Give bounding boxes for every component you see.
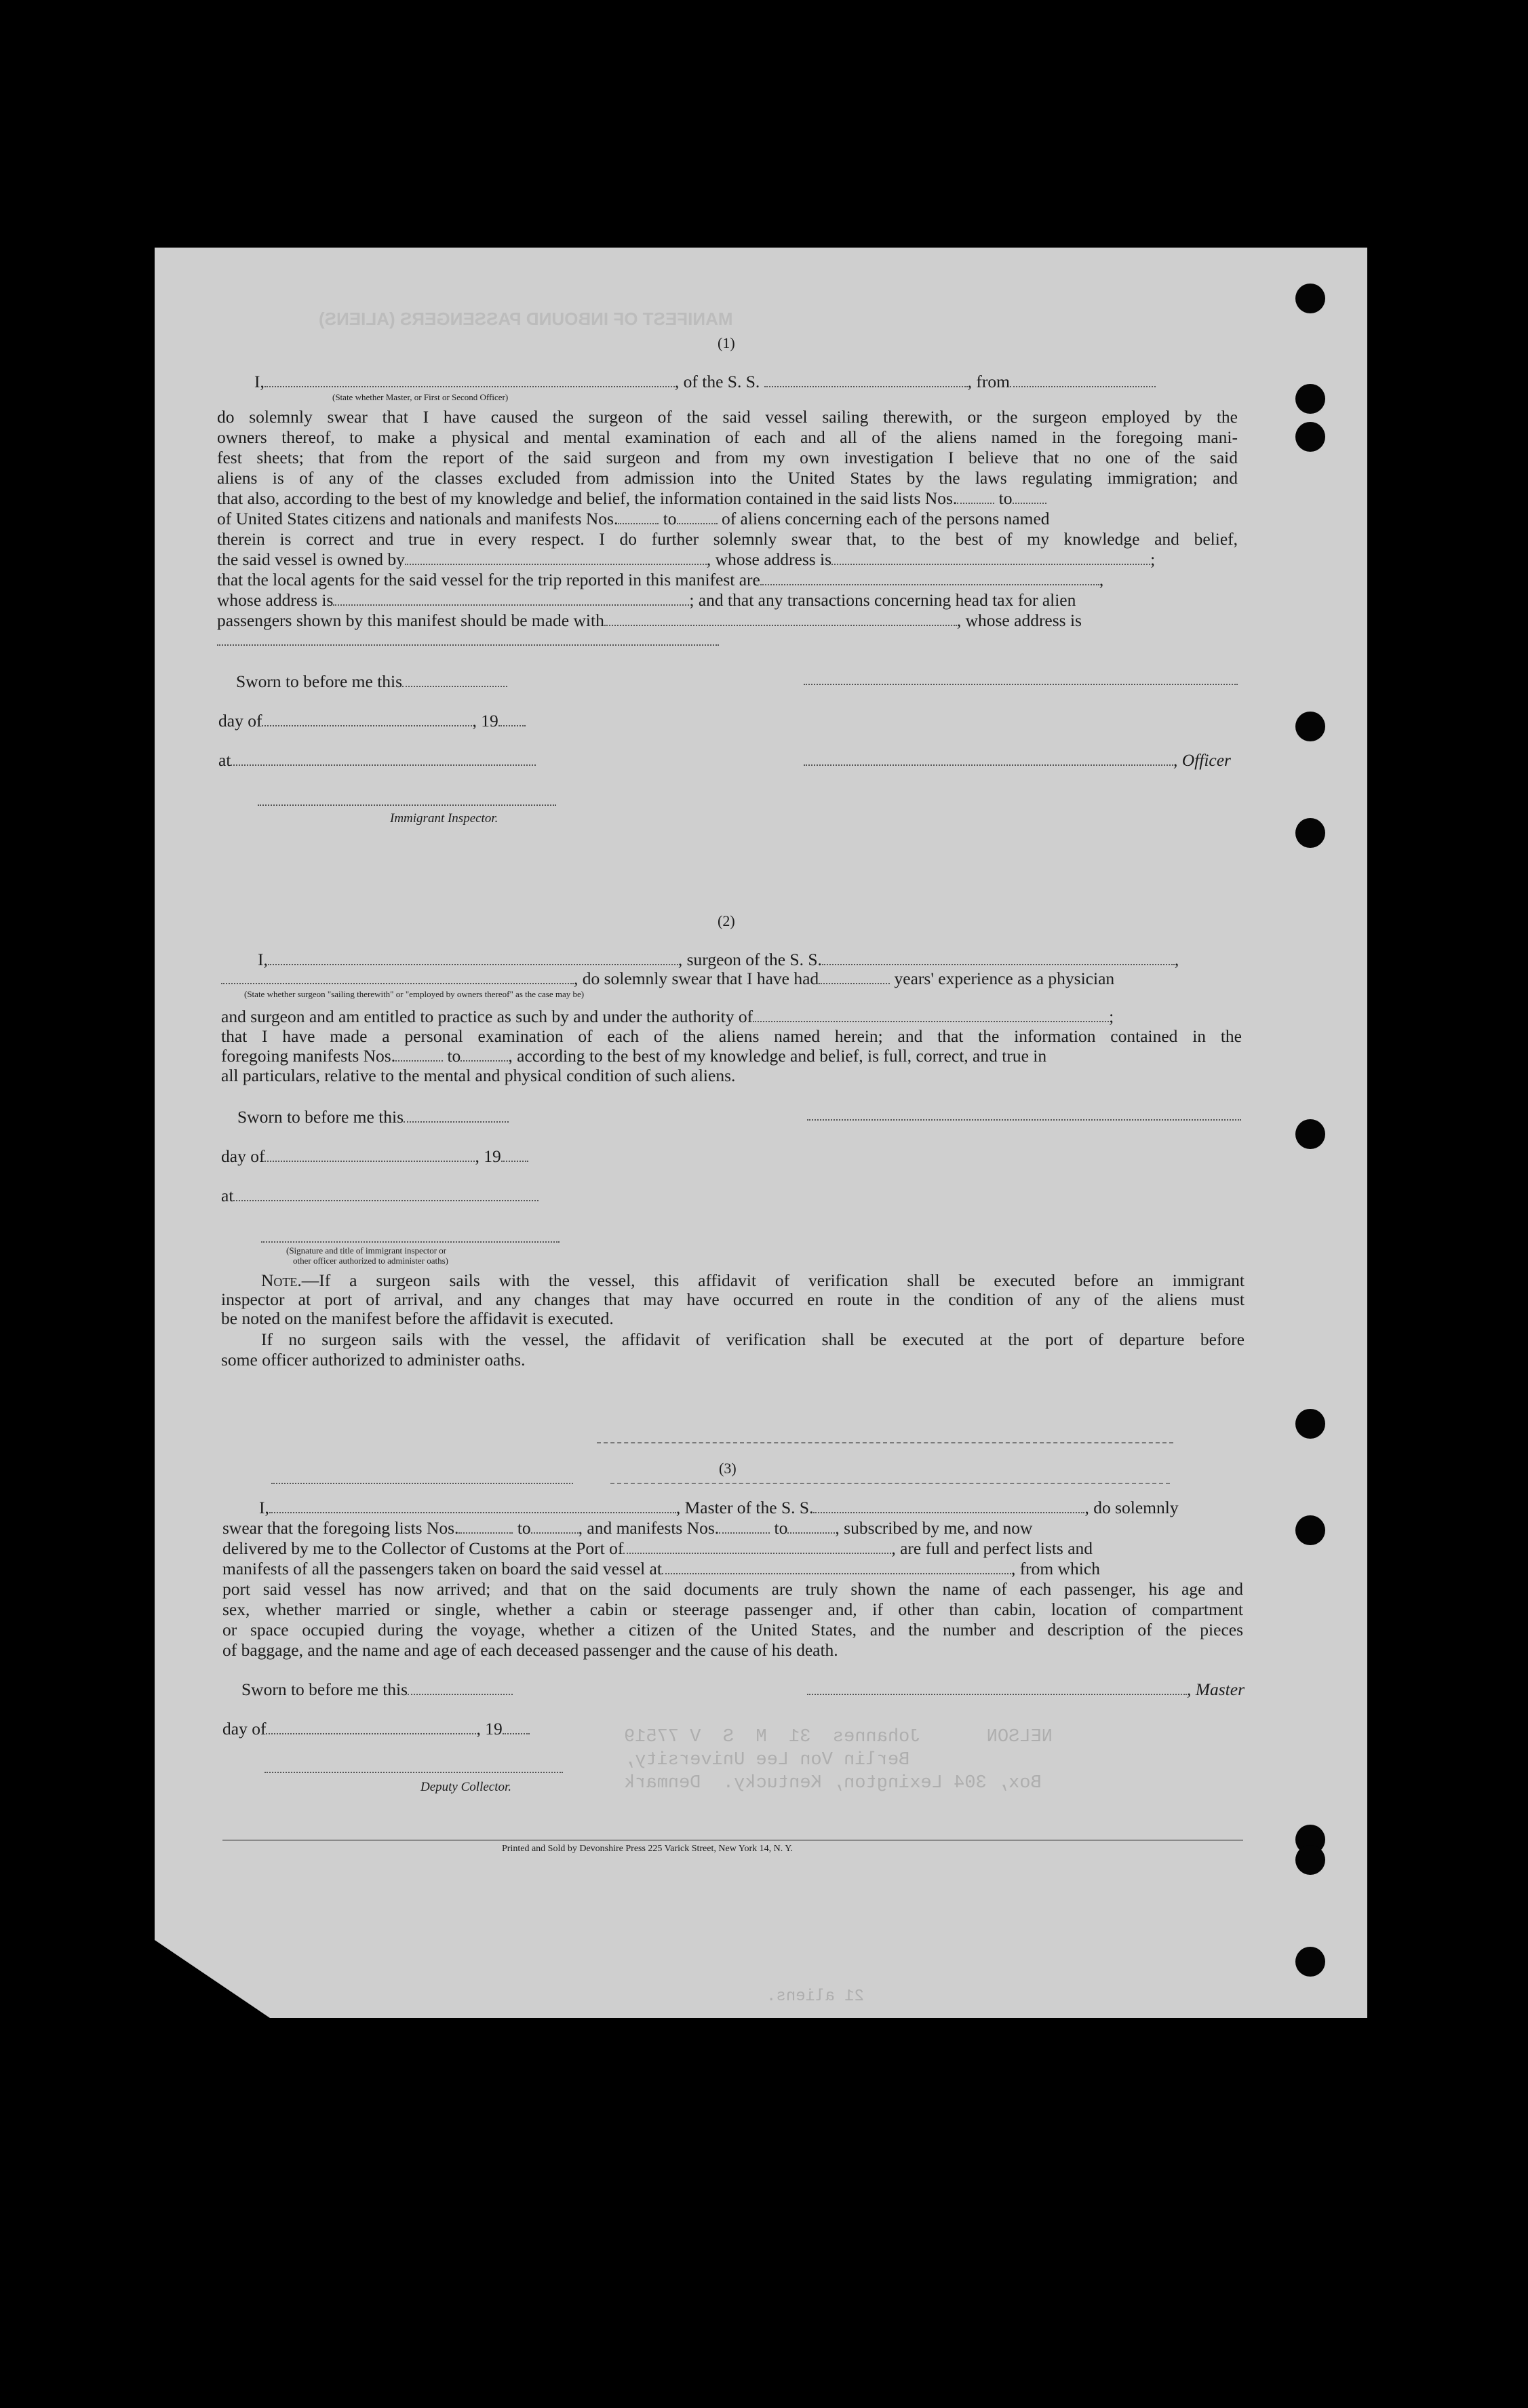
at-line: at — [218, 750, 536, 771]
address-line — [217, 644, 719, 646]
note-line: If no surgeon sails with the vessel, the affidavit of verification shall be executed at the port of departure before — [261, 1329, 1245, 1349]
oath-body-line: aliens is of any of the classes excluded from admission into the United States by the laws regulating immigration; and — [217, 468, 1238, 488]
oath-body-line: swear that the foregoing lists Nos. to , and manifests Nos. to , subscribed by me, and now — [222, 1518, 1033, 1538]
punch-hole — [1295, 1515, 1325, 1545]
sworn-line: Sworn to before me this — [236, 672, 507, 692]
section-number: (3) — [719, 1460, 737, 1477]
punch-hole — [1295, 422, 1325, 452]
oath-body-line: all particulars, relative to the mental and physical condition of such aliens. — [221, 1066, 736, 1085]
oath-line: I, , of the S. S. , from — [254, 372, 1156, 392]
day-line: day of , 19 — [222, 1719, 530, 1739]
section-number: (2) — [718, 912, 735, 929]
collector-label: Deputy Collector. — [420, 1780, 512, 1794]
oath-body-line: delivered by me to the Collector of Customs at the Port of , are full and perfect lists and — [222, 1538, 1093, 1558]
note-line: be noted on the manifest before the affidavit is executed. — [221, 1308, 614, 1328]
signature-caption: (Signature and title of immigrant inspector or — [286, 1245, 447, 1256]
punch-hole — [1295, 712, 1325, 741]
oath-body-line: that I have made a personal examination of each of the aliens named herein; and that the information contained in the — [221, 1026, 1242, 1046]
section-number: (1) — [718, 334, 735, 351]
oath-body-line: whose address is ; and that any transactions concerning head tax for alien — [217, 590, 1076, 610]
oath-body-line: of United States citizens and nationals and manifests Nos. to of aliens concerning each of the persons named — [217, 509, 1050, 528]
day-line: day of , 19 — [221, 1146, 528, 1167]
bleed-through-header: MANIFEST OF INBOUND PASSENGERS (ALIENS) — [319, 309, 733, 329]
note-line: inspector at port of arrival, and any changes that may have occurred en route in the condition of any of the aliens must — [221, 1289, 1245, 1309]
oath-body-line: that the local agents for the said vessel for the trip reported in this manifest are , — [217, 570, 1104, 589]
field-caption: (State whether surgeon "sailing therewith" or "employed by owners thereof" as the case may be) — [244, 989, 585, 999]
oath-body-line: do solemnly swear that I have caused the surgeon of the said vessel sailing therewith, or the surgeon employed by the — [217, 407, 1238, 427]
punch-hole — [1295, 284, 1325, 313]
oath-body-line: port said vessel has now arrived; and that on the said documents are truly shown the name of each passenger, his age and — [222, 1579, 1243, 1599]
oath-body-line: fest sheets; that from the report of the said surgeon and from my own investigation I believe that no one of the said — [217, 448, 1238, 467]
signature-line — [807, 1119, 1241, 1121]
oath-body-line: of baggage, and the name and age of each deceased passenger and the cause of his death. — [222, 1640, 838, 1660]
field-caption: (State whether Master, or First or Second Officer) — [332, 392, 509, 402]
bleed-through-text: Berlin Von Lee University, — [624, 1750, 932, 1770]
oath-body-line: owners thereof, to make a physical and mental examination of each and all of the aliens named in the foregoing mani- — [217, 427, 1238, 447]
note-line: some officer authorized to administer oaths. — [221, 1350, 526, 1370]
bleed-through-text: Box, 304 Lexington, Kentucky. Denmark — [624, 1773, 1042, 1793]
punch-hole — [1295, 818, 1325, 848]
punch-hole — [1295, 1947, 1325, 1977]
section-divider — [597, 1442, 1173, 1443]
oath-body-line: the said vessel is owned by , whose address is ; — [217, 549, 1156, 569]
oath-line: , do solemnly swear that I have had years' experience as a physician — [221, 969, 1114, 989]
bleed-through-count: 21 aliens. — [766, 1987, 865, 2006]
punch-hole — [1295, 384, 1325, 414]
officer-line: , Officer — [804, 750, 1231, 771]
at-line: at — [221, 1186, 538, 1206]
punch-hole — [1295, 1119, 1325, 1149]
signature-line — [265, 1772, 563, 1773]
punch-hole — [1295, 1409, 1325, 1439]
oath-body-line: or space occupied during the voyage, whether a citizen of the United States, and the number and description of the pieces — [222, 1620, 1243, 1639]
stray-marks — [271, 1483, 573, 1484]
oath-line: I, , Master of the S. S. , do solemnly — [259, 1498, 1179, 1517]
oath-body-line: sex, whether married or single, whether a cabin or steerage passenger and, if other than cabin, location of compartment — [222, 1599, 1243, 1619]
signature-caption: other officer authorized to administer oaths) — [293, 1256, 448, 1266]
oath-body-line: therein is correct and true in every respect. I do further solemnly swear that, to the best of my knowledge and belief, — [217, 529, 1238, 549]
oath-body-line: passengers shown by this manifest should be made with , whose address is — [217, 610, 1082, 630]
day-line: day of , 19 — [218, 711, 526, 731]
punch-hole — [1295, 1845, 1325, 1875]
sworn-line: Sworn to before me this — [237, 1107, 509, 1127]
oath-body-line: and surgeon and am entitled to practice as such by and under the authority of ; — [221, 1007, 1114, 1026]
inspector-label: Immigrant Inspector. — [390, 811, 498, 826]
bleed-through-text: NELSON Johannes 31 M S V 77519 — [624, 1727, 1053, 1747]
sworn-line: Sworn to before me this — [241, 1679, 513, 1700]
oath-body-line: that also, according to the best of my knowledge and belief, the information contained in the said lists Nos. to — [217, 488, 1046, 509]
printer-imprint: Printed and Sold by Devonshire Press 225 Varick Street, New York 14, N. Y. — [502, 1844, 794, 1854]
footer-rule — [222, 1840, 1243, 1841]
oath-body-line: foregoing manifests Nos. to , according to the best of my knowledge and belief, is full, correct, and true in — [221, 1046, 1047, 1066]
oath-line: I, , surgeon of the S. S. , — [258, 950, 1179, 969]
signature-line — [258, 804, 556, 806]
signature-line — [804, 684, 1238, 685]
signature-line — [261, 1241, 560, 1243]
section-divider — [610, 1483, 1170, 1484]
master-line: , Master — [807, 1679, 1245, 1700]
oath-body-line: manifests of all the passengers taken on board the said vessel at , from which — [222, 1559, 1100, 1578]
note-line: Note.—If a surgeon sails with the vessel, this affidavit of verification shall be executed before an immigrant — [261, 1270, 1245, 1290]
